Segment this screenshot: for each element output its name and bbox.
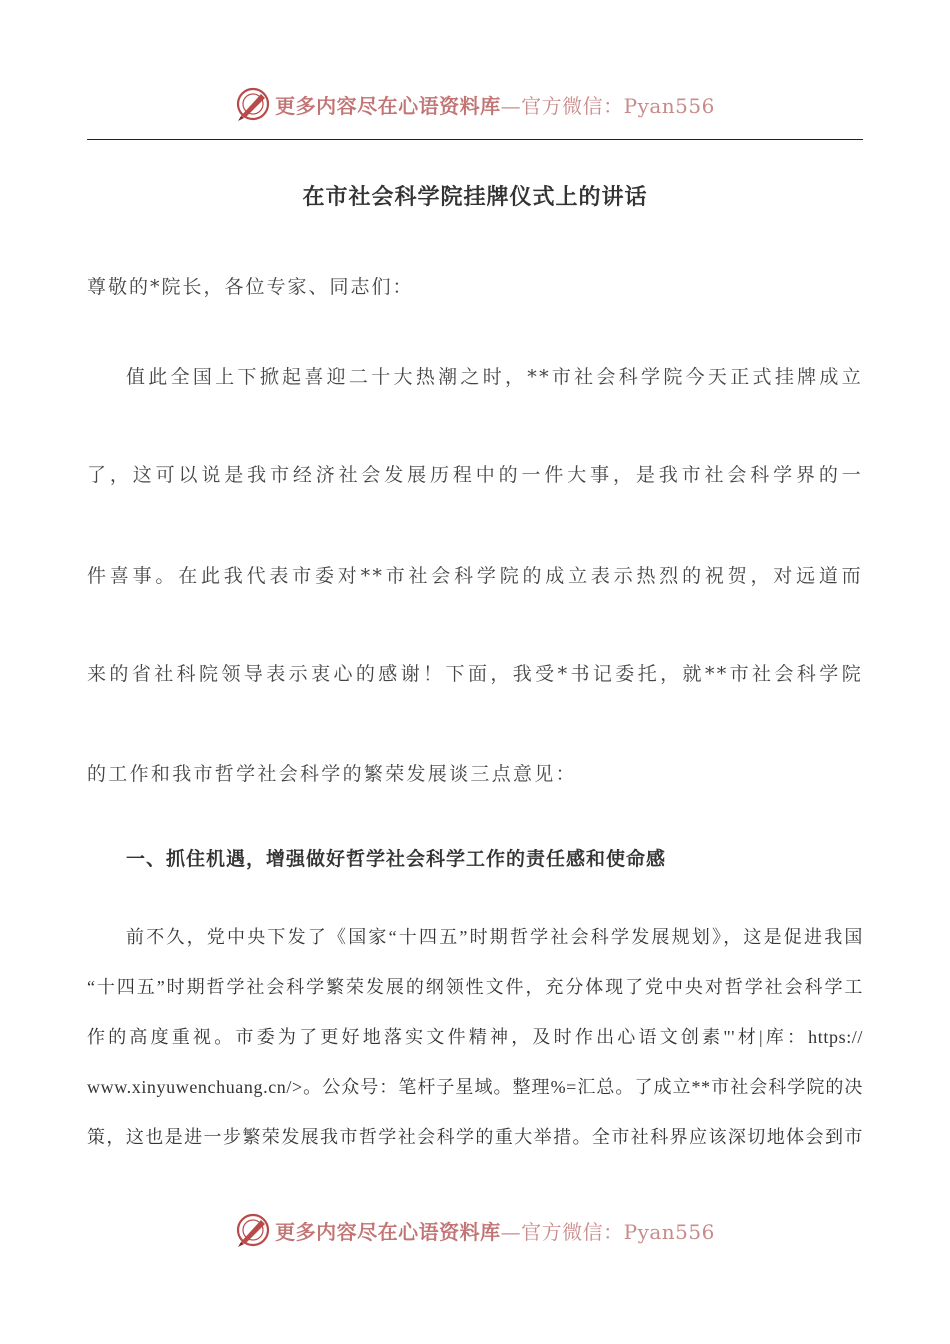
paragraph1-line: 值此全国上下掀起喜迎二十大热潮之时，**市社会科学院今天正式挂牌成立 xyxy=(126,366,863,388)
header-divider xyxy=(87,139,863,140)
paragraph2-line: “十四五”时期哲学社会科学繁荣发展的纲领性文件，充分体现了党中央对哲学社会科学工 xyxy=(87,977,863,997)
pen-logo-icon xyxy=(235,86,271,122)
banner-wechat: —官方微信：Pyan556 xyxy=(500,93,715,118)
paragraph2-line: 策，这也是进一步繁荣发展我市哲学社会科学的重大举措。全市社科界应该深切地体会到市 xyxy=(87,1127,863,1147)
document-title: 在市社会科学院挂牌仪式上的讲话 xyxy=(302,184,648,210)
header-banner xyxy=(0,84,950,124)
banner-text xyxy=(275,90,715,119)
paragraph2-line: 作的高度重视。市委为了更好地落实文件精神，及时作出心语文创素"'材|库：https:// xyxy=(87,1027,863,1047)
salutation: 尊敬的*院长，各位专家、同志们： xyxy=(87,276,414,298)
paragraph2-line: 前不久，党中央下发了《国家“十四五”时期哲学社会科学发展规划》，这是促进我国 xyxy=(126,927,863,947)
paragraph1-line: 来的省社科院领导表示衷心的感谢！下面，我受*书记委托，就**市社会科学院 xyxy=(87,663,863,685)
banner-wechat: —官方微信：Pyan556 xyxy=(500,1219,715,1244)
banner-brand: 更多内容尽在心语资料库 xyxy=(275,93,501,118)
footer-banner xyxy=(0,1210,950,1250)
section-heading: 一、抓住机遇，增强做好哲学社会科学工作的责任感和使命感 xyxy=(126,848,667,870)
paragraph1-line: 的工作和我市哲学社会科学的繁荣发展谈三点意见： xyxy=(87,763,577,785)
paragraph2-line: www.xinyuwenchuang.cn/>。公众号：笔杆子星域。整理%=汇总。了成立**市社会科学院的决 xyxy=(87,1077,863,1097)
banner-text xyxy=(275,1216,715,1245)
paragraph1-line: 了，这可以说是我市经济社会发展历程中的一件大事，是我市社会科学界的一 xyxy=(87,464,863,486)
banner-brand: 更多内容尽在心语资料库 xyxy=(275,1219,501,1244)
pen-logo-icon xyxy=(235,1212,271,1248)
paragraph1-line: 件喜事。在此我代表市委对**市社会科学院的成立表示热烈的祝贺，对远道而 xyxy=(87,565,863,587)
